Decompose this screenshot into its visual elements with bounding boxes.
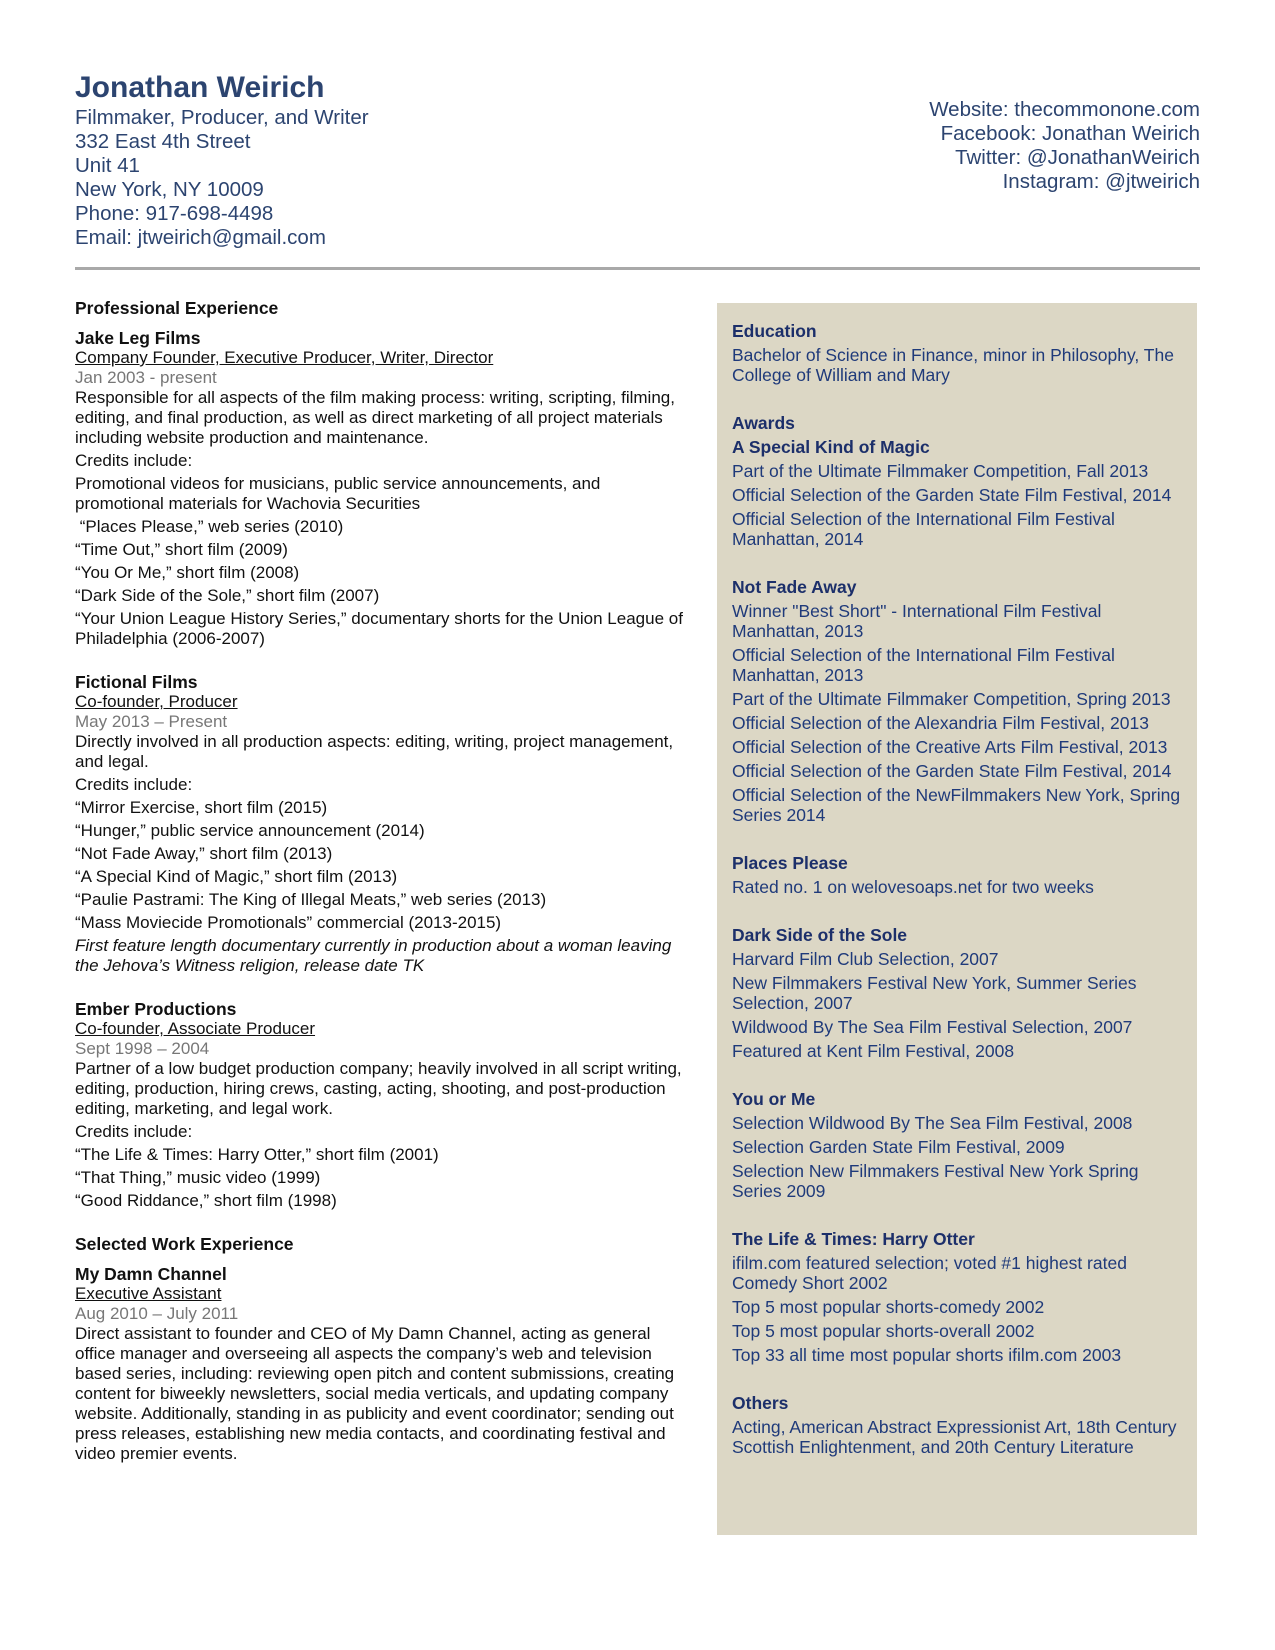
credit-item: “That Thing,” music video (1999) [75,1168,321,1187]
credit-item: “Not Fade Away,” short film (2013) [75,844,333,863]
address-street: 332 East 4th Street [75,130,251,153]
award-group [732,853,1182,897]
award-item: Harvard Film Club Selection, 2007 [732,949,999,969]
job-ember-productions [75,999,685,1211]
job-jake-leg-films [75,328,685,649]
award-group [732,1229,1182,1365]
job-dates: Aug 2010 – July 2011 [75,1304,239,1323]
credit-item: “A Special Kind of Magic,” short film (2013) [75,867,398,886]
award-item: Official Selection of the International Film Festival Manhattan, 2014 [732,509,1115,549]
twitter-link: Twitter: @JonathanWeirich [955,146,1200,169]
resume-header [75,70,1200,270]
credit-item: “You Or Me,” short film (2008) [75,563,300,582]
award-item: Part of the Ultimate Filmmaker Competition, Fall 2013 [732,461,1149,481]
award-film-title: The Life & Times: Harry Otter [732,1229,975,1249]
award-group [732,925,1182,1061]
job-role: Executive Assistant [75,1284,222,1303]
credit-item: “Your Union League History Series,” documentary shorts for the Union League of Philadelphia (2006-2007) [75,609,683,648]
job-my-damn-channel [75,1264,685,1464]
award-item: Official Selection of the Garden State Film Festival, 2014 [732,761,1172,781]
credit-item: “Good Riddance,” short film (1998) [75,1191,337,1210]
email: Email: jtweirich@gmail.com [75,226,326,249]
job-description: Direct assistant to founder and CEO of My Damn Channel, acting as general office manager and overseeing all aspects the company’s web and television based series, including: reviewing open pitch and content submissions, creating content for biweekly newsletters, social media verticals, and updating company website. Additionally, standing in as publicity and event coordinator; sending out press releases, establishing new media contacts, and coordinating festival and video premier events. [75,1324,675,1463]
address-unit: Unit 41 [75,154,140,177]
job-description: Directly involved in all production aspects: editing, writing, project management, and legal. [75,732,674,771]
award-film-title: A Special Kind of Magic [732,437,930,457]
facebook-link: Facebook: Jonathan Weirich [940,122,1200,145]
company-name: Fictional Films [75,672,198,692]
person-name: Jonathan Weirich [75,71,325,104]
award-group [732,1089,1182,1201]
job-dates: May 2013 – Present [75,712,228,731]
job-role: Co-founder, Associate Producer [75,1019,316,1038]
award-film-title: You or Me [732,1089,816,1109]
company-name: My Damn Channel [75,1264,227,1284]
credit-item: Promotional videos for musicians, public service announcements, and promotional materials for Wachovia Securities [75,474,601,513]
award-item: Featured at Kent Film Festival, 2008 [732,1041,1015,1061]
award-item: Top 5 most popular shorts-comedy 2002 [732,1297,1045,1317]
company-name: Ember Productions [75,999,237,1019]
credit-item: “Dark Side of the Sole,” short film (2007) [75,586,380,605]
job-dates: Jan 2003 - present [75,368,217,387]
credit-item: “Time Out,” short film (2009) [75,540,288,559]
award-item: Wildwood By The Sea Film Festival Selection, 2007 [732,1017,1133,1037]
award-group [732,437,1182,549]
sidebar-panel [717,303,1197,1535]
award-film-title: Places Please [732,853,848,873]
others-title: Others [732,1393,789,1413]
company-name: Jake Leg Films [75,328,201,348]
education-section [732,321,1182,385]
credit-item: “Paulie Pastrami: The King of Illegal Meats,” web series (2013) [75,890,547,909]
job-role: Co-founder, Producer [75,692,238,711]
sidebar-content [732,321,1182,1485]
award-item: Top 5 most popular shorts-overall 2002 [732,1321,1035,1341]
award-item: Part of the Ultimate Filmmaker Competition, Spring 2013 [732,689,1171,709]
award-group [732,577,1182,825]
award-film-title: Dark Side of the Sole [732,925,908,945]
award-item: Official Selection of the NewFilmmakers New York, Spring Series 2014 [732,785,1181,825]
job-note: First feature length documentary currently in production about a woman leaving the Jehova’s Witness religion, release date TK [75,936,672,975]
header-divider [75,267,1200,270]
award-item: Winner "Best Short" - International Film Festival Manhattan, 2013 [732,601,1102,641]
credits-label: Credits include: [75,451,193,470]
award-film-title: Not Fade Away [732,577,857,597]
award-item: Official Selection of the Alexandria Film Festival, 2013 [732,713,1149,733]
job-title: Filmmaker, Producer, and Writer [75,106,369,129]
award-item: ifilm.com featured selection; voted #1 highest rated Comedy Short 2002 [732,1253,1127,1293]
professional-experience-title: Professional Experience [75,298,279,318]
award-item: Official Selection of the Creative Arts Film Festival, 2013 [732,737,1168,757]
job-description: Partner of a low budget production company; heavily involved in all script writing, editing, production, hiring crews, casting, acting, shooting, and post-production editing, marketing, and legal work. [75,1059,682,1118]
award-item: Selection New Filmmakers Festival New York Spring Series 2009 [732,1161,1139,1201]
award-item: Top 33 all time most popular shorts ifilm.com 2003 [732,1345,1122,1365]
award-item: New Filmmakers Festival New York, Summer Series Selection, 2007 [732,973,1137,1013]
instagram-link: Instagram: @jtweirich [1002,170,1200,193]
social-links [929,98,1200,194]
credits-label: Credits include: [75,1122,193,1141]
award-item: Official Selection of the International Film Festival Manhattan, 2013 [732,645,1115,685]
award-item: Selection Wildwood By The Sea Film Festival, 2008 [732,1113,1133,1133]
award-item: Official Selection of the Garden State Film Festival, 2014 [732,485,1172,505]
credit-item: “Mass Moviecide Promotionals” commercial (2013-2015) [75,913,502,932]
address-city: New York, NY 10009 [75,178,264,201]
others-section [732,1393,1182,1457]
job-dates: Sept 1998 – 2004 [75,1039,210,1058]
selected-experience-title: Selected Work Experience [75,1234,294,1254]
awards-title: Awards [732,413,795,433]
job-description: Responsible for all aspects of the film making process: writing, scripting, filming, editing, and final production, as well as direct marketing of all project materials including website production and maintenance. [75,388,675,447]
credit-item: “Places Please,” web series (2010) [75,517,344,536]
phone: Phone: 917-698-4498 [75,202,274,225]
job-fictional-films [75,672,685,976]
credit-item: “The Life & Times: Harry Otter,” short film (2001) [75,1145,439,1164]
credit-item: “Mirror Exercise, short film (2015) [75,798,328,817]
credits-label: Credits include: [75,775,193,794]
award-item: Selection Garden State Film Festival, 2009 [732,1137,1065,1157]
award-item: Rated no. 1 on welovesoaps.net for two weeks [732,877,1094,897]
education-text: Bachelor of Science in Finance, minor in Philosophy, The College of William and Mary [732,345,1174,385]
education-title: Education [732,321,817,341]
experience-column [75,298,685,1487]
others-text: Acting, American Abstract Expressionist Art, 18th Century Scottish Enlightenment, and 20th Century Literature [732,1417,1177,1457]
credit-item: “Hunger,” public service announcement (2014) [75,821,425,840]
website-link: Website: thecommonone.com [929,98,1200,121]
job-role: Company Founder, Executive Producer, Writer, Director [75,348,494,367]
